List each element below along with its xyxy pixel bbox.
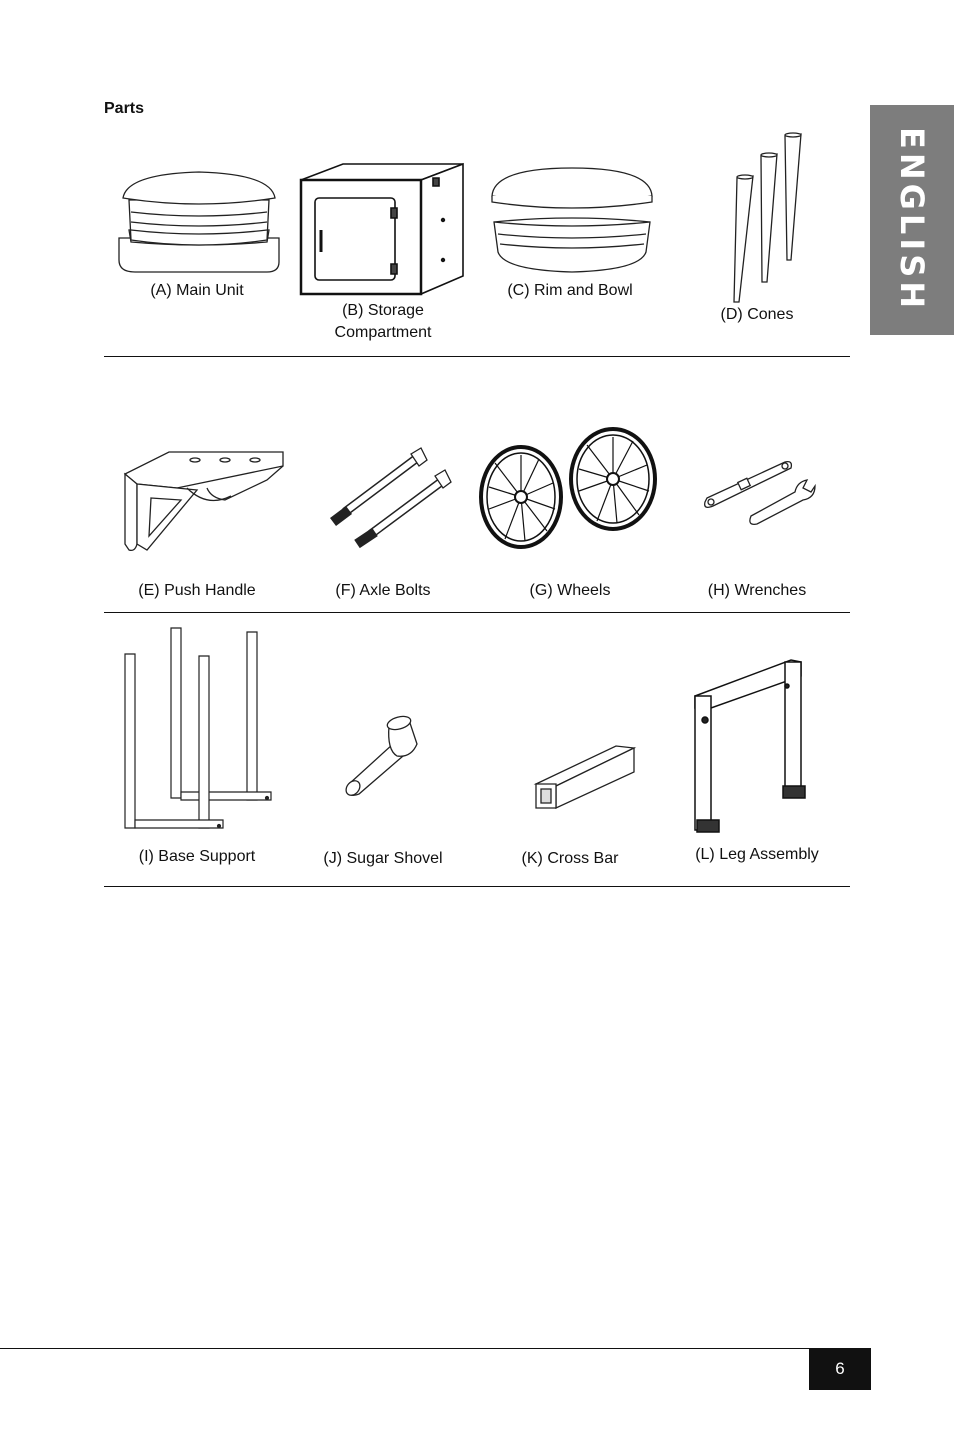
part-label: (J) Sugar Shovel: [323, 850, 443, 867]
part-rim-and-bowl: [477, 160, 663, 302]
main-unit-icon: [107, 160, 287, 280]
cones-icon: [667, 130, 847, 308]
part-label: (G) Wheels: [529, 582, 611, 599]
part-base-support: [104, 620, 290, 868]
axle-bolts-icon: [293, 440, 473, 580]
footer-divider: [0, 1348, 870, 1349]
base-support-icon: [107, 620, 287, 848]
part-label: (H) Wrenches: [707, 582, 807, 599]
rim-and-bowl-icon: [480, 160, 660, 280]
storage-compartment-icon: [293, 160, 473, 300]
part-label: (B) Storage Compartment: [334, 302, 432, 341]
page-number: 6: [809, 1348, 871, 1390]
part-leg-assembly: [664, 650, 850, 866]
part-label: (A) Main Unit: [150, 282, 244, 299]
part-label: (K) Cross Bar: [521, 850, 619, 867]
wrenches-icon: [667, 440, 847, 580]
leg-assembly-icon: [667, 650, 847, 850]
row-divider: [104, 886, 850, 887]
part-wrenches: [664, 440, 850, 602]
part-sugar-shovel: [290, 690, 476, 870]
part-label: (L) Leg Assembly: [695, 846, 819, 863]
part-main-unit: [104, 160, 290, 302]
part-cross-bar: [477, 690, 663, 870]
part-push-handle: [104, 440, 290, 602]
part-label: (I) Base Support: [138, 848, 256, 865]
wheels-icon: [477, 425, 663, 580]
part-label: (D) Cones: [720, 306, 794, 323]
language-tab-label: ENGLISH: [893, 127, 931, 313]
part-label: (C) Rim and Bowl: [507, 282, 633, 299]
part-cones: [664, 130, 850, 326]
section-title: Parts: [104, 100, 145, 117]
part-label: (F) Axle Bolts: [335, 582, 431, 599]
part-label: (E) Push Handle: [138, 582, 256, 599]
language-tab: [870, 105, 954, 335]
part-storage-compartment: [290, 160, 476, 344]
row-divider: [104, 356, 850, 357]
cross-bar-icon: [480, 690, 660, 850]
push-handle-icon: [107, 440, 287, 580]
part-wheels: [477, 425, 663, 602]
sugar-shovel-icon: [293, 690, 473, 850]
row-divider: [104, 612, 850, 613]
part-axle-bolts: [290, 440, 476, 602]
